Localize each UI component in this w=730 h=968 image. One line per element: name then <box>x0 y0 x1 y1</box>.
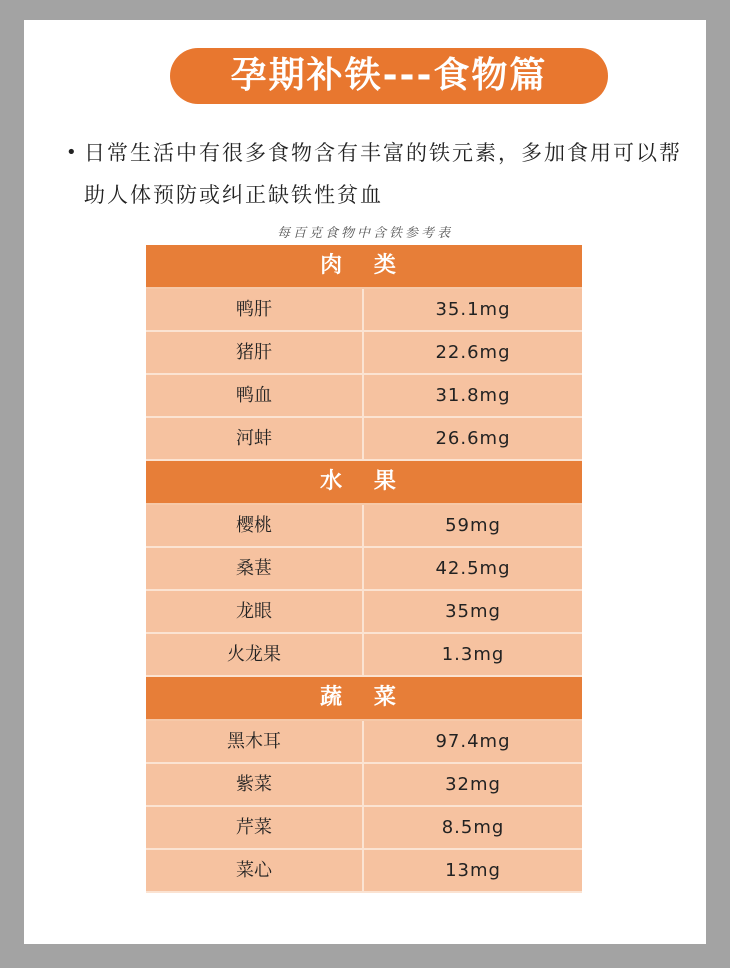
iron-value: 97.4mg <box>435 731 511 752</box>
iron-value: 42.5mg <box>435 558 511 579</box>
table-row <box>146 375 582 418</box>
table-row <box>146 289 582 332</box>
table-row <box>146 418 582 461</box>
iron-value: 35mg <box>445 601 501 622</box>
category-header-meat: 肉 类 <box>146 245 582 289</box>
food-name: 鸭血 <box>146 375 364 416</box>
table-row <box>146 764 582 807</box>
iron-value: 22.6mg <box>435 342 511 363</box>
food-name: 紫菜 <box>146 764 364 805</box>
food-name: 黑木耳 <box>146 721 364 762</box>
intro-paragraph <box>66 132 686 216</box>
food-name: 火龙果 <box>146 634 364 675</box>
table-row <box>146 548 582 591</box>
category-header-vegetables: 蔬 菜 <box>146 677 582 721</box>
table-row <box>146 332 582 375</box>
table-row <box>146 634 582 677</box>
bullet-icon: • <box>66 142 79 163</box>
food-name: 猪肝 <box>146 332 364 373</box>
food-name: 菜心 <box>146 850 364 891</box>
category-header-fruit: 水 果 <box>146 461 582 505</box>
table-caption: 每百克食物中含铁参考表 <box>276 226 453 241</box>
iron-value: 8.5mg <box>441 817 505 838</box>
food-name: 樱桃 <box>146 505 364 546</box>
table-row <box>146 721 582 764</box>
food-name: 芹菜 <box>146 807 364 848</box>
iron-value: 32mg <box>445 774 501 795</box>
iron-content-table <box>146 245 582 893</box>
iron-value: 26.6mg <box>435 428 511 449</box>
iron-value: 13mg <box>445 860 501 881</box>
iron-value: 59mg <box>445 515 501 536</box>
iron-value: 1.3mg <box>441 644 505 665</box>
food-name: 鸭肝 <box>146 289 364 330</box>
table-row <box>146 505 582 548</box>
page-title: 孕期补铁---食物篇 <box>170 48 608 104</box>
food-name: 龙眼 <box>146 591 364 632</box>
food-name: 桑葚 <box>146 548 364 589</box>
intro-text: 日常生活中有很多食物含有丰富的铁元素，多加食用可以帮助人体预防或纠正缺铁性贫血 <box>84 141 682 207</box>
iron-value: 31.8mg <box>435 385 511 406</box>
table-row <box>146 850 582 893</box>
food-name: 河蚌 <box>146 418 364 459</box>
table-row <box>146 591 582 634</box>
iron-value: 35.1mg <box>435 299 511 320</box>
content-card <box>24 20 706 944</box>
table-row <box>146 807 582 850</box>
